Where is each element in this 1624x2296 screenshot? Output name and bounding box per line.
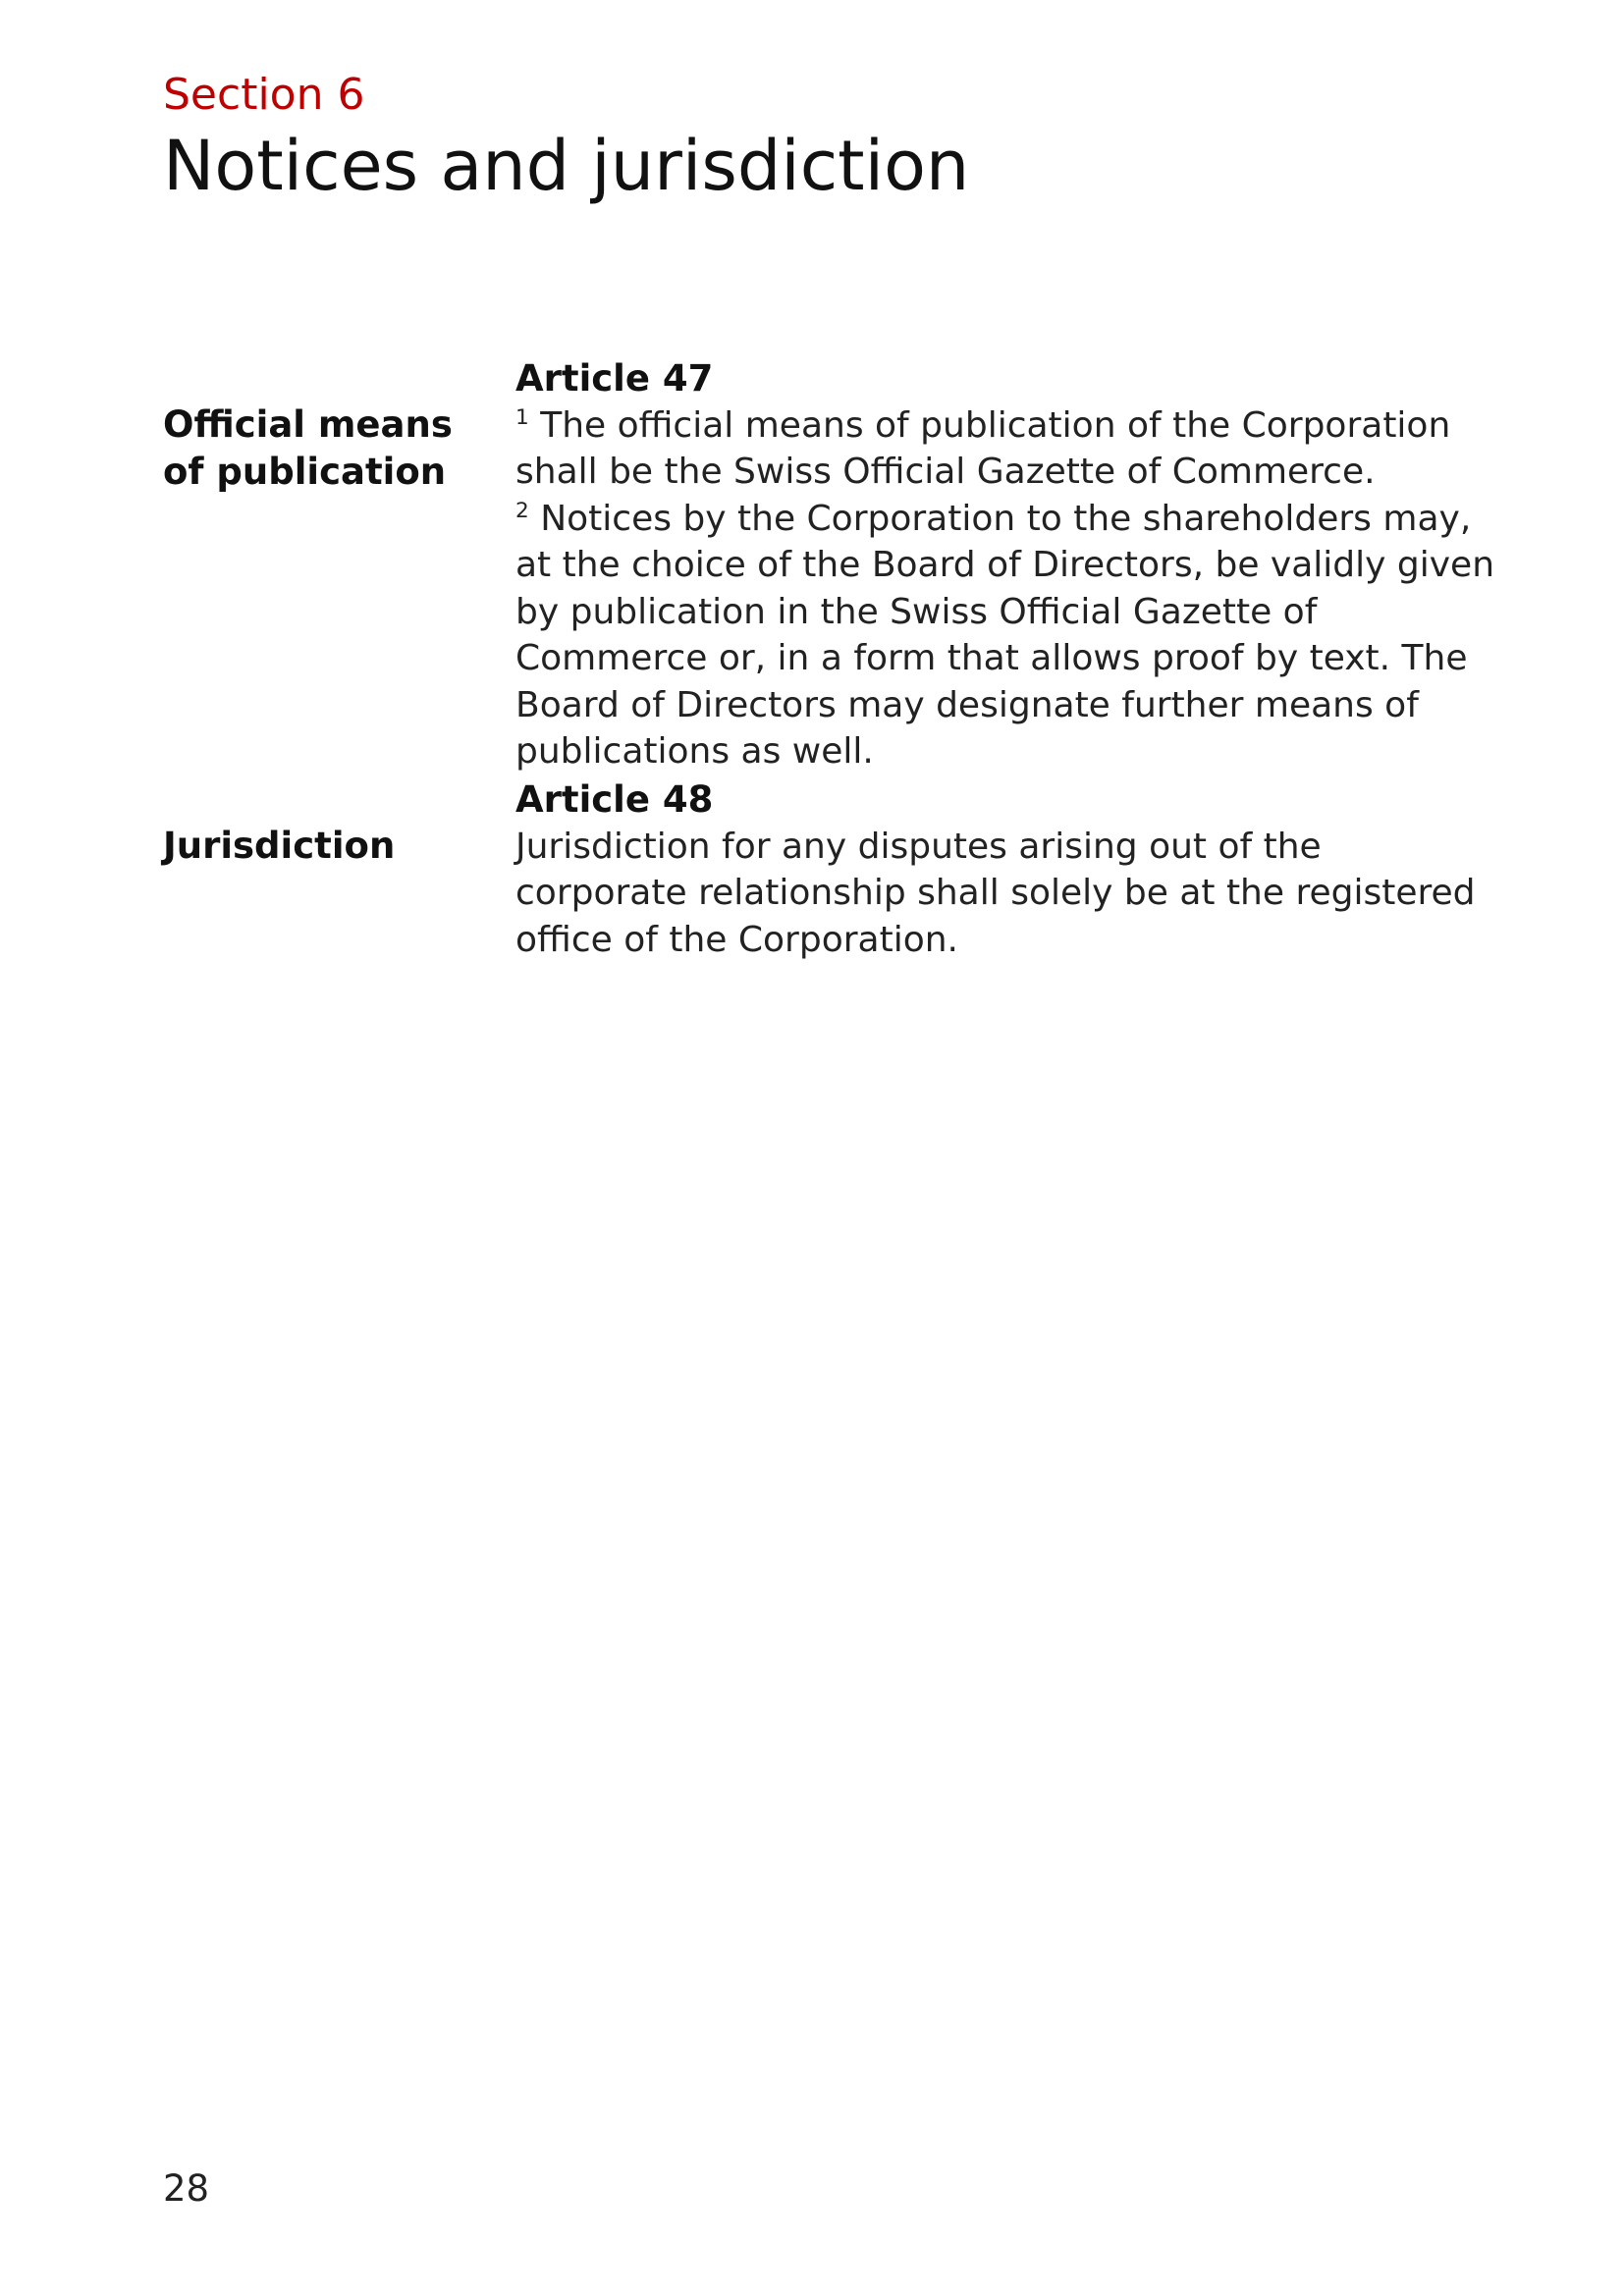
article-47-body	[515, 355, 1497, 775]
side-label-jurisdiction: Jurisdiction	[163, 825, 396, 867]
article-heading: Article 47	[515, 357, 714, 400]
paragraph-number: 2	[515, 498, 529, 523]
article-heading: Article 48	[515, 778, 714, 821]
article-paragraph	[515, 496, 1497, 775]
article-paragraph	[515, 824, 1497, 964]
paragraph-text: Jurisdiction for any disputes arising out of the corporate relationship shall solely be at the registered office of the Corporation.	[515, 826, 1476, 960]
article-48-body	[515, 776, 1497, 963]
paragraph-text: Notices by the Corporation to the shareholders may, at the choice of the Board of Directors, be validly given by publication in the Swiss Official Gazette of Commerce or, in a form that allows proof by text. The Board of Directors may designate further means of publications as well.	[515, 498, 1495, 772]
page-title: Notices and jurisdiction	[163, 126, 970, 206]
article-paragraph	[515, 402, 1497, 496]
paragraph-number: 1	[515, 404, 529, 430]
paragraph-text: The official means of publication of the Corporation shall be the Swiss Official Gazette of Commerce.	[515, 404, 1451, 492]
side-label-official-means: Official means of publication	[163, 403, 453, 493]
page-number: 28	[163, 2167, 210, 2210]
section-label: Section 6	[163, 70, 365, 120]
